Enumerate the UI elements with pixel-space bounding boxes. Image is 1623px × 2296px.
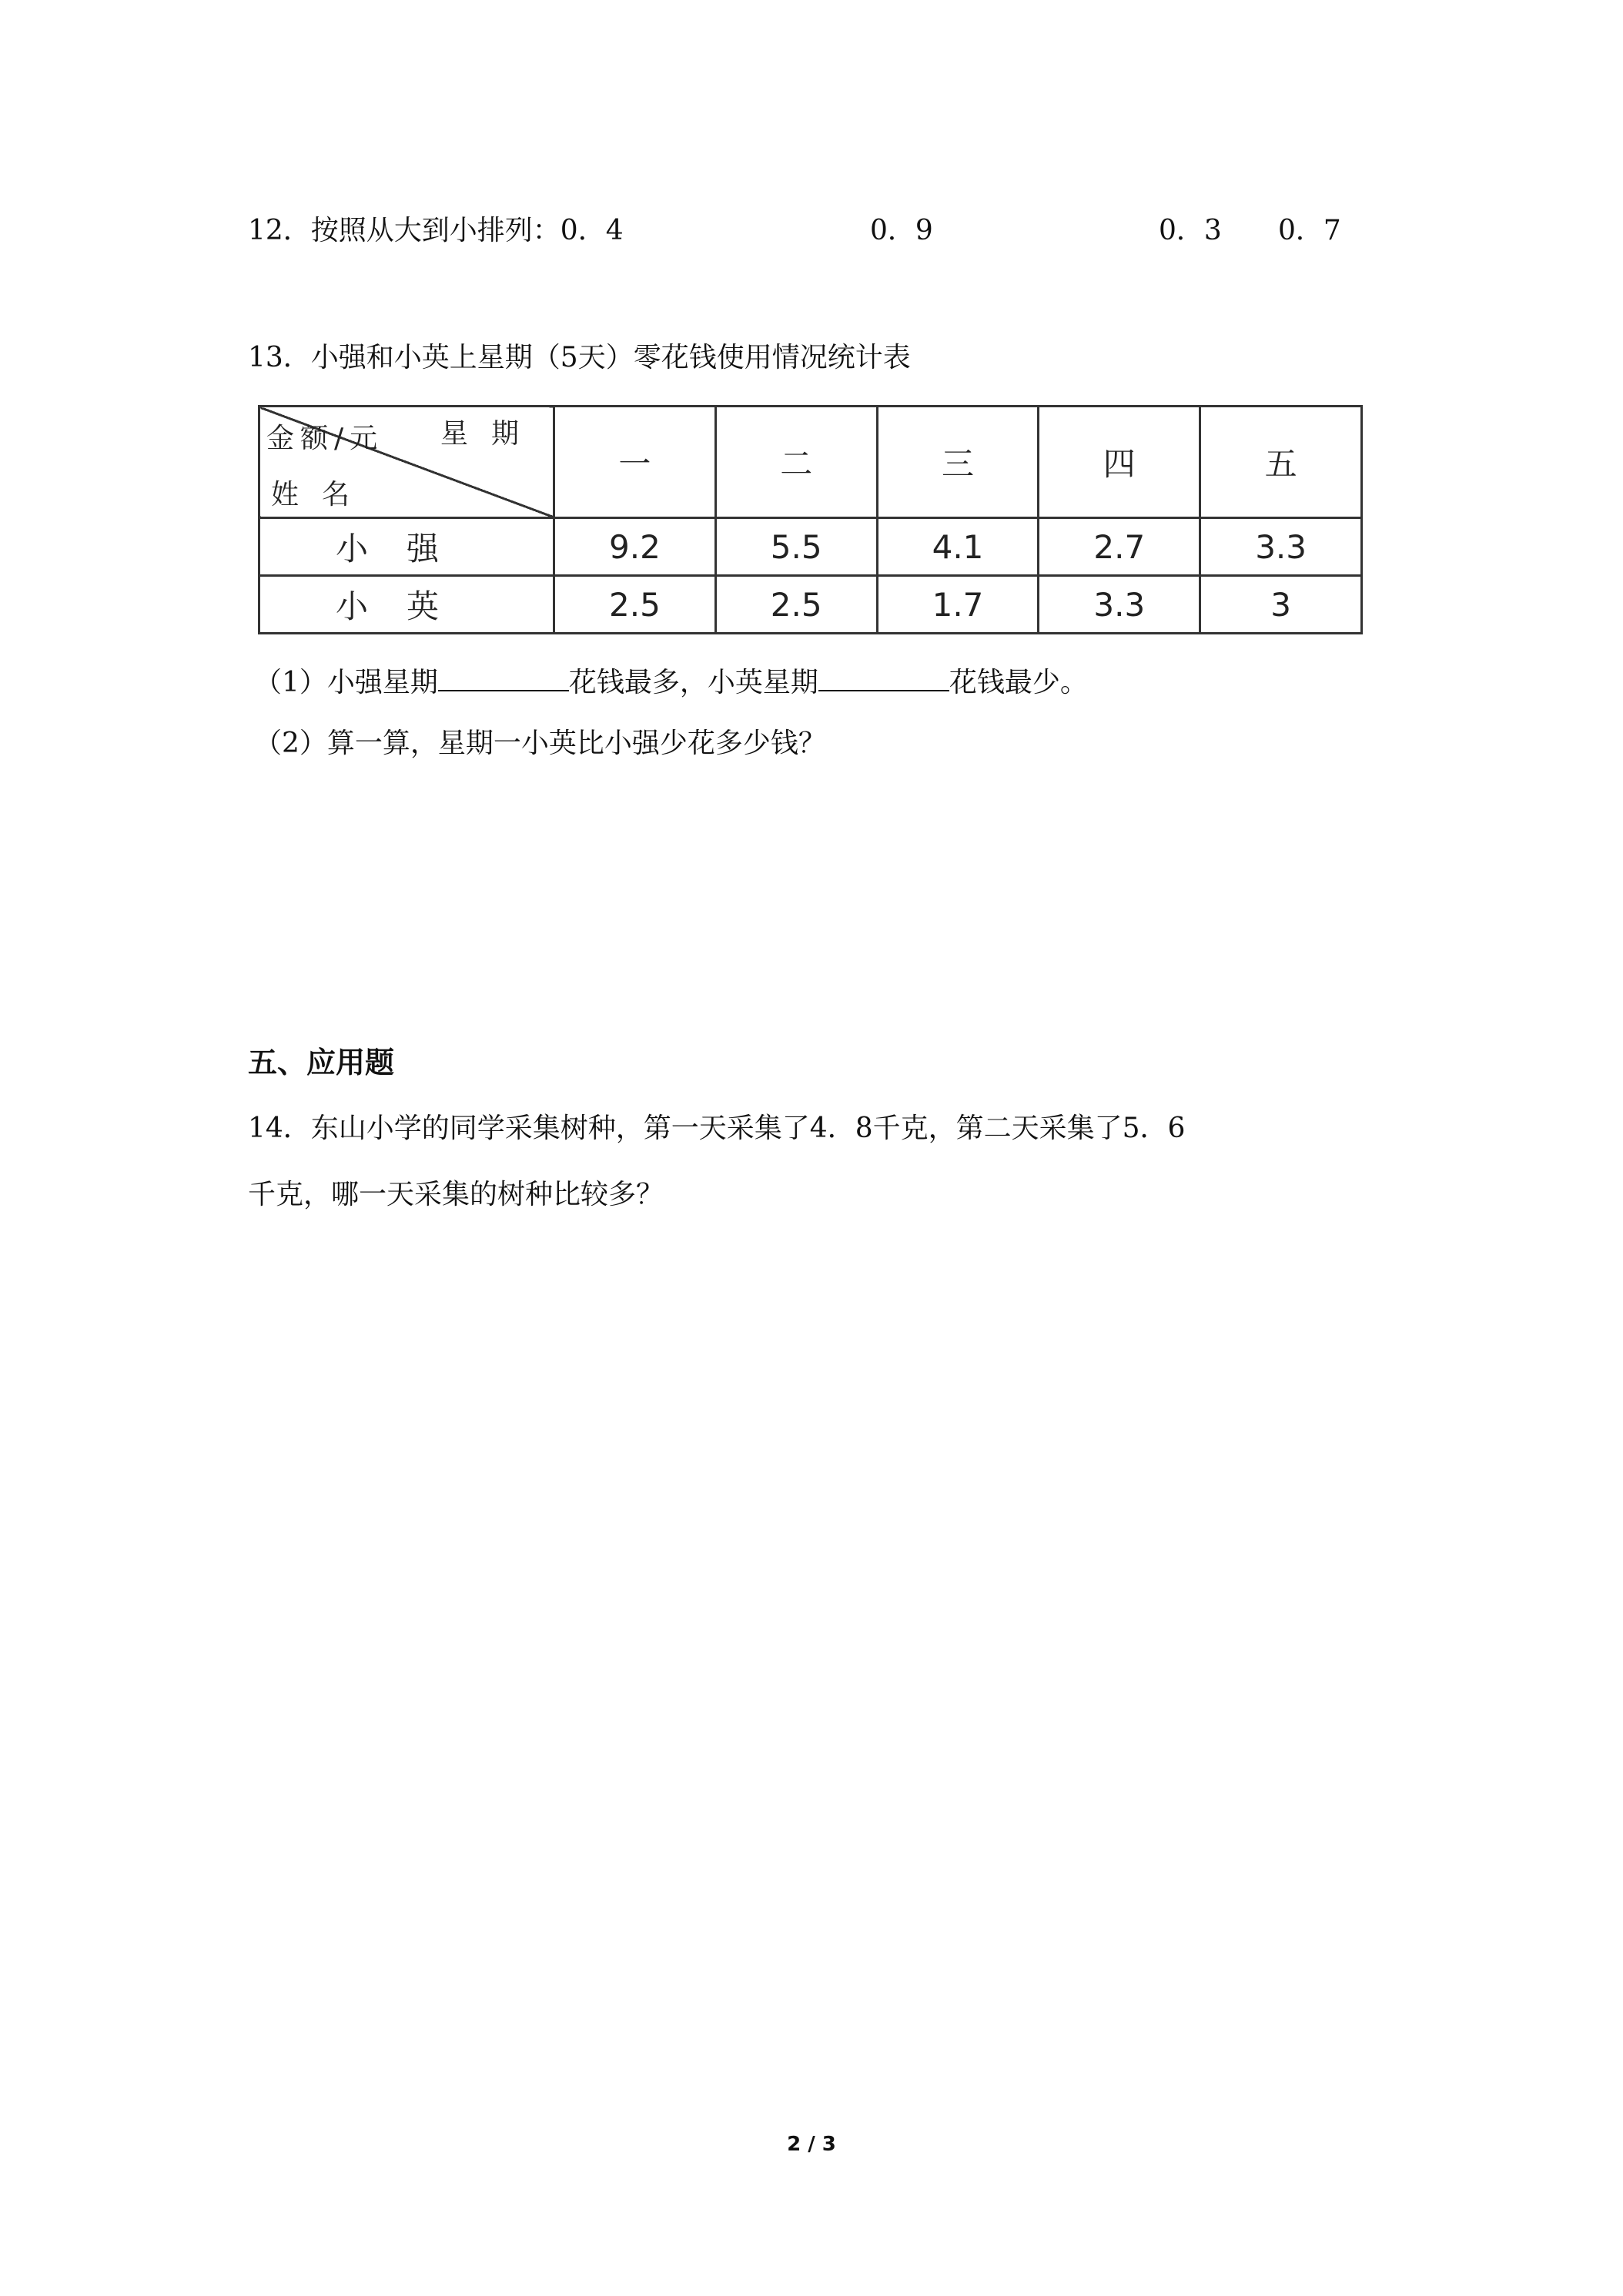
table-cell: 3.3 <box>1039 576 1200 634</box>
q12-item: 0．7 <box>1278 215 1341 246</box>
table-cell: 4.1 <box>877 518 1039 576</box>
corner-name-label: 姓名 <box>271 479 373 510</box>
table-header-row <box>259 407 1362 518</box>
stats-table <box>258 405 1363 628</box>
corner-week-label: 星期 <box>440 418 542 450</box>
table-cell: 2.5 <box>715 576 877 634</box>
section-heading: 五、应用题 <box>248 1046 395 1079</box>
q12-item: 0．9 <box>870 215 933 246</box>
day-header: 四 <box>1039 407 1200 518</box>
sub1-text-b: 花钱最多，小英星期 <box>568 667 818 698</box>
q12-item: 0．3 <box>1159 215 1222 246</box>
table-cell: 2.5 <box>554 576 716 634</box>
q13-sub1 <box>254 664 1088 701</box>
table-cell: 5.5 <box>715 518 877 576</box>
answer-blank[interactable] <box>818 664 949 691</box>
table-row <box>259 518 1362 576</box>
table-cell: 3 <box>1200 576 1362 634</box>
day-header: 一 <box>554 407 716 518</box>
table-row <box>259 576 1362 634</box>
row-name: 小强 <box>259 518 554 576</box>
table-cell: 9.2 <box>554 518 716 576</box>
table-cell: 2.7 <box>1039 518 1200 576</box>
row-name: 小英 <box>259 576 554 634</box>
table-corner-cell <box>259 407 554 518</box>
q12-prompt: 12．按照从大到小排列：0．4 <box>248 215 624 246</box>
q13-title: 13．小强和小英上星期（5天）零花钱使用情况统计表 <box>248 342 911 373</box>
q13-sub2: （2）算一算，星期一小英比小强少花多少钱？ <box>254 728 826 759</box>
table-cell: 3.3 <box>1200 518 1362 576</box>
day-header: 二 <box>715 407 877 518</box>
table-cell: 1.7 <box>877 576 1039 634</box>
day-header: 三 <box>877 407 1039 518</box>
page-number: 2 / 3 <box>787 2133 836 2156</box>
q14-line2: 千克，哪一天采集的树种比较多？ <box>248 1179 664 1210</box>
day-header: 五 <box>1200 407 1362 518</box>
sub1-text-c: 花钱最少。 <box>949 667 1088 698</box>
answer-blank[interactable] <box>438 664 569 691</box>
q14-line1: 14．东山小学的同学采集树种，第一天采集了4．8千克，第二天采集了5．6 <box>248 1113 1186 1144</box>
corner-amount-label: 金额/元 <box>266 423 384 454</box>
sub1-text-a: （1）小强星期 <box>254 667 438 698</box>
